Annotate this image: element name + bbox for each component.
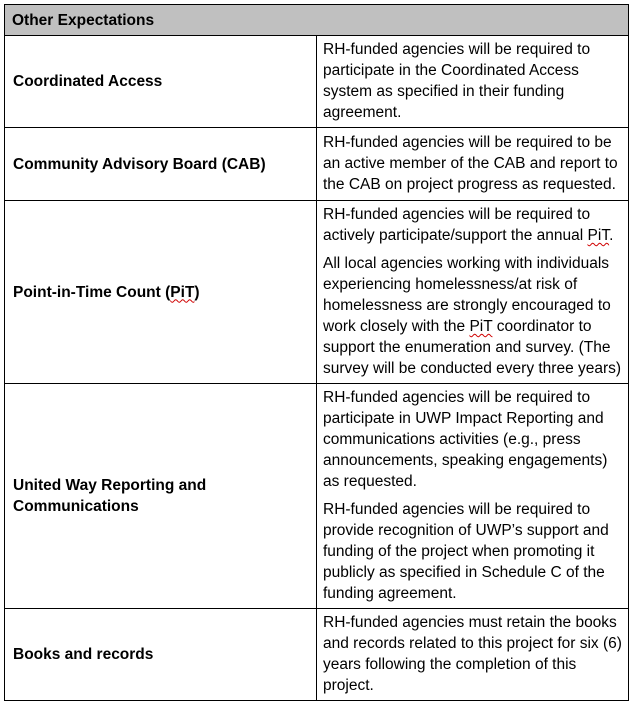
row-label-cab: Community Advisory Board (CAB): [5, 128, 317, 201]
other-expectations-table: [4, 4, 629, 701]
paren-close: ): [194, 283, 200, 301]
description-paragraph: RH-funded agencies must retain the books and records related to this project for six (6) years following the completion of this project.: [323, 614, 622, 694]
row-description: [317, 128, 629, 201]
text: RH-funded agencies will be required to actively participate/support the annual: [323, 206, 591, 244]
description-paragraph: [323, 253, 622, 379]
row-description: [317, 384, 629, 609]
table-row: [5, 609, 629, 701]
row-description: [317, 36, 629, 128]
row-description: [317, 201, 629, 384]
label-text: Point-in-Time Count: [13, 283, 161, 301]
text: coordinator to support the enumeration and survey. (The survey will be conducted every three years): [323, 318, 622, 377]
table-row: [5, 201, 629, 384]
row-description: [317, 609, 629, 701]
table-row: [5, 128, 629, 201]
row-label-books-records: Books and records: [5, 609, 317, 701]
row-label-pit: [5, 201, 317, 384]
text: .: [609, 227, 614, 244]
description-paragraph: [323, 204, 622, 246]
description-paragraph: RH-funded agencies will be required to be an active member of the CAB and report to the CAB on project progress as requested.: [323, 134, 618, 193]
table-row: [5, 36, 629, 128]
description-paragraph: RH-funded agencies will be required to participate in the Coordinated Access system as specified in their funding agreement.: [323, 41, 591, 121]
row-label-coordinated-access: Coordinated Access: [5, 36, 317, 128]
label-abbr-wrap: [165, 284, 199, 301]
spellcheck-word: PiT: [587, 227, 610, 244]
table-header: Other Expectations: [5, 5, 629, 36]
text: All local agencies working with individuals experiencing homelessness/at risk of homelessness are strongly encouraged to work closely with the: [323, 255, 611, 335]
spellcheck-word: PiT: [170, 283, 195, 301]
spellcheck-word: PiT: [469, 318, 493, 335]
description-paragraph: RH-funded agencies will be required to participate in UWP Impact Reporting and communications activities (e.g., press announcements, speaking engagements) as requested.: [323, 389, 608, 490]
paren-open: (: [165, 283, 171, 301]
row-label-united-way: United Way Reporting and Communications: [5, 384, 317, 609]
table-row: [5, 384, 629, 609]
table-header-row: [5, 5, 629, 36]
description-paragraph: RH-funded agencies will be required to provide recognition of UWP’s support and funding of the project when promoting it publicly as specified in Schedule C of the funding agreement.: [323, 501, 609, 602]
